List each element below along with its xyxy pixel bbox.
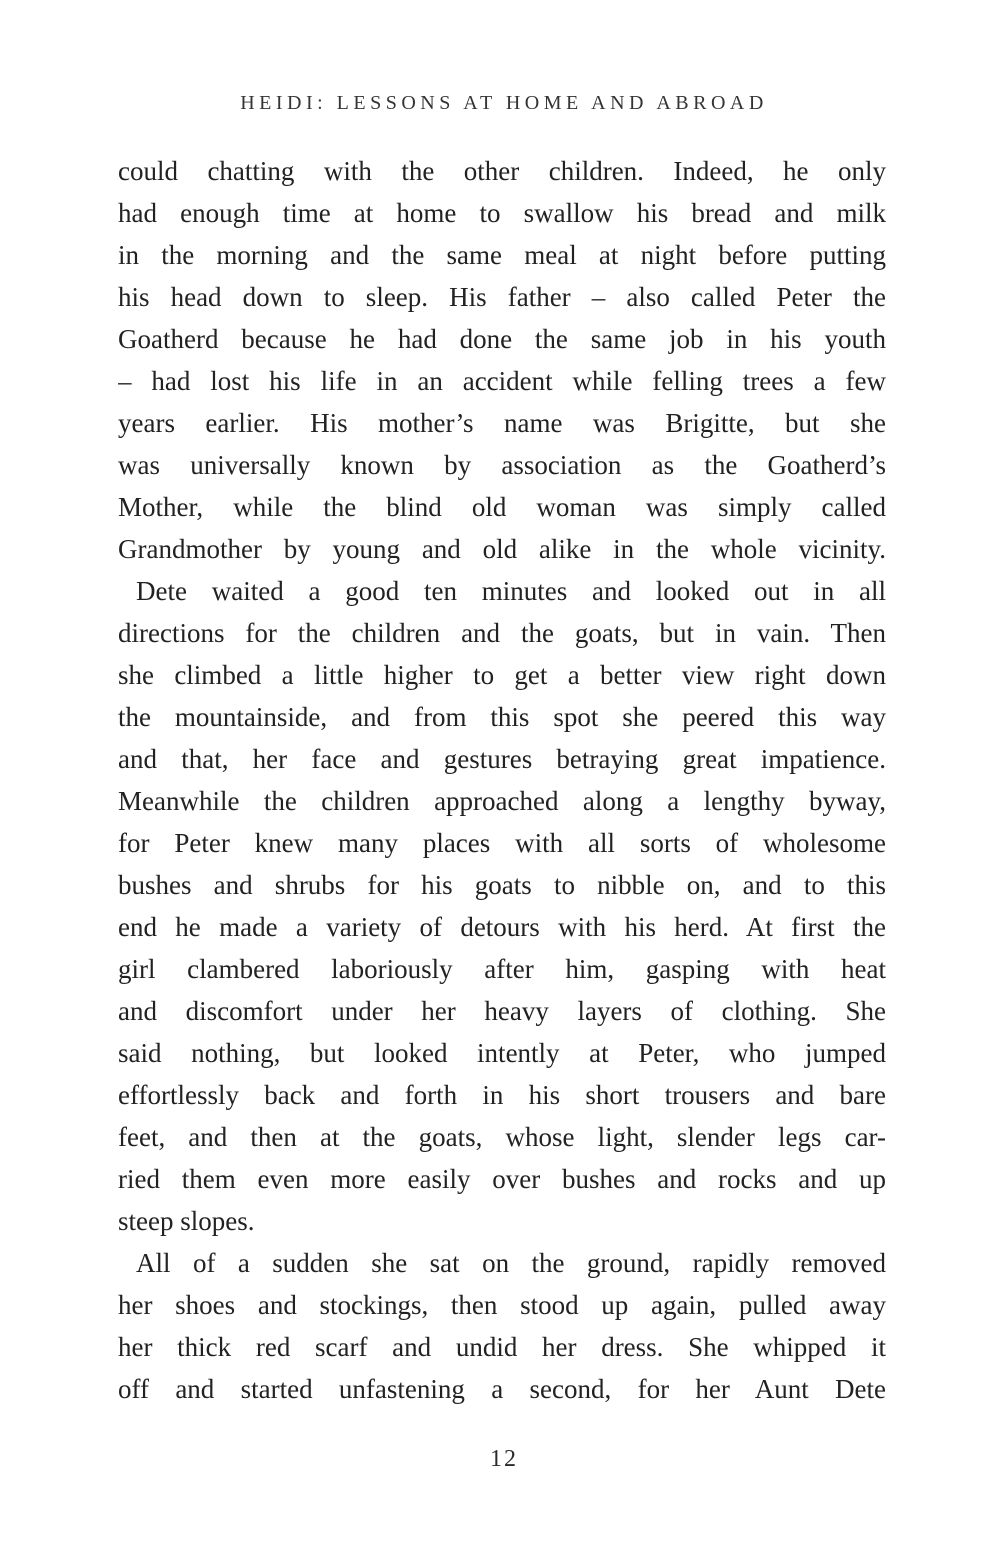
text-line: bushes and shrubs for his goats to nibble on, and to this xyxy=(118,870,886,900)
text-line: for Peter knew many places with all sorts of wholesome xyxy=(118,828,886,858)
text-line: – had lost his life in an accident while felling trees a few xyxy=(118,366,886,396)
text-line: directions for the children and the goats, but in vain. Then xyxy=(118,618,886,648)
body-text xyxy=(118,150,886,1410)
text-line: the mountainside, and from this spot she peered this way xyxy=(118,702,886,732)
text-line: feet, and then at the goats, whose light, slender legs car- xyxy=(118,1122,886,1152)
text-line: steep slopes. xyxy=(118,1206,255,1236)
text-line: off and started unfastening a second, for her Aunt Dete xyxy=(118,1374,886,1404)
page-number: 12 xyxy=(490,1446,518,1472)
text-line: Goatherd because he had done the same job in his youth xyxy=(118,324,886,354)
text-line: Mother, while the blind old woman was simply called xyxy=(118,492,886,522)
text-line: Grandmother by young and old alike in the whole vicinity. xyxy=(118,534,886,564)
text-line: end he made a variety of detours with his herd. At first the xyxy=(118,912,886,942)
text-line: years earlier. His mother’s name was Brigitte, but she xyxy=(118,408,886,438)
text-line: her shoes and stockings, then stood up again, pulled away xyxy=(118,1290,886,1320)
text-line: Meanwhile the children approached along a lengthy byway, xyxy=(118,786,886,816)
text-line: her thick red scarf and undid her dress. She whipped it xyxy=(118,1332,886,1362)
text-line: had enough time at home to swallow his bread and milk xyxy=(118,198,886,228)
text-line: could chatting with the other children. Indeed, he only xyxy=(118,156,886,186)
text-line: his head down to sleep. His father – also called Peter the xyxy=(118,282,886,312)
text-line: and that, her face and gestures betraying great impatience. xyxy=(118,744,886,774)
text-line: said nothing, but looked intently at Peter, who jumped xyxy=(118,1038,886,1068)
running-header: HEIDI: LESSONS AT HOME AND ABROAD xyxy=(240,92,768,114)
text-line: effortlessly back and forth in his short trousers and bare xyxy=(118,1080,886,1110)
text-line: girl clambered laboriously after him, gasping with heat xyxy=(118,954,886,984)
text-line: in the morning and the same meal at night before putting xyxy=(118,240,886,270)
text-line: All of a sudden she sat on the ground, rapidly removed xyxy=(136,1248,886,1278)
text-line: ried them even more easily over bushes and rocks and up xyxy=(118,1164,886,1194)
text-line: she climbed a little higher to get a better view right down xyxy=(118,660,886,690)
text-line: and discomfort under her heavy layers of clothing. She xyxy=(118,996,886,1026)
text-line: Dete waited a good ten minutes and looked out in all xyxy=(136,576,886,606)
text-line: was universally known by association as the Goatherd’s xyxy=(118,450,886,480)
